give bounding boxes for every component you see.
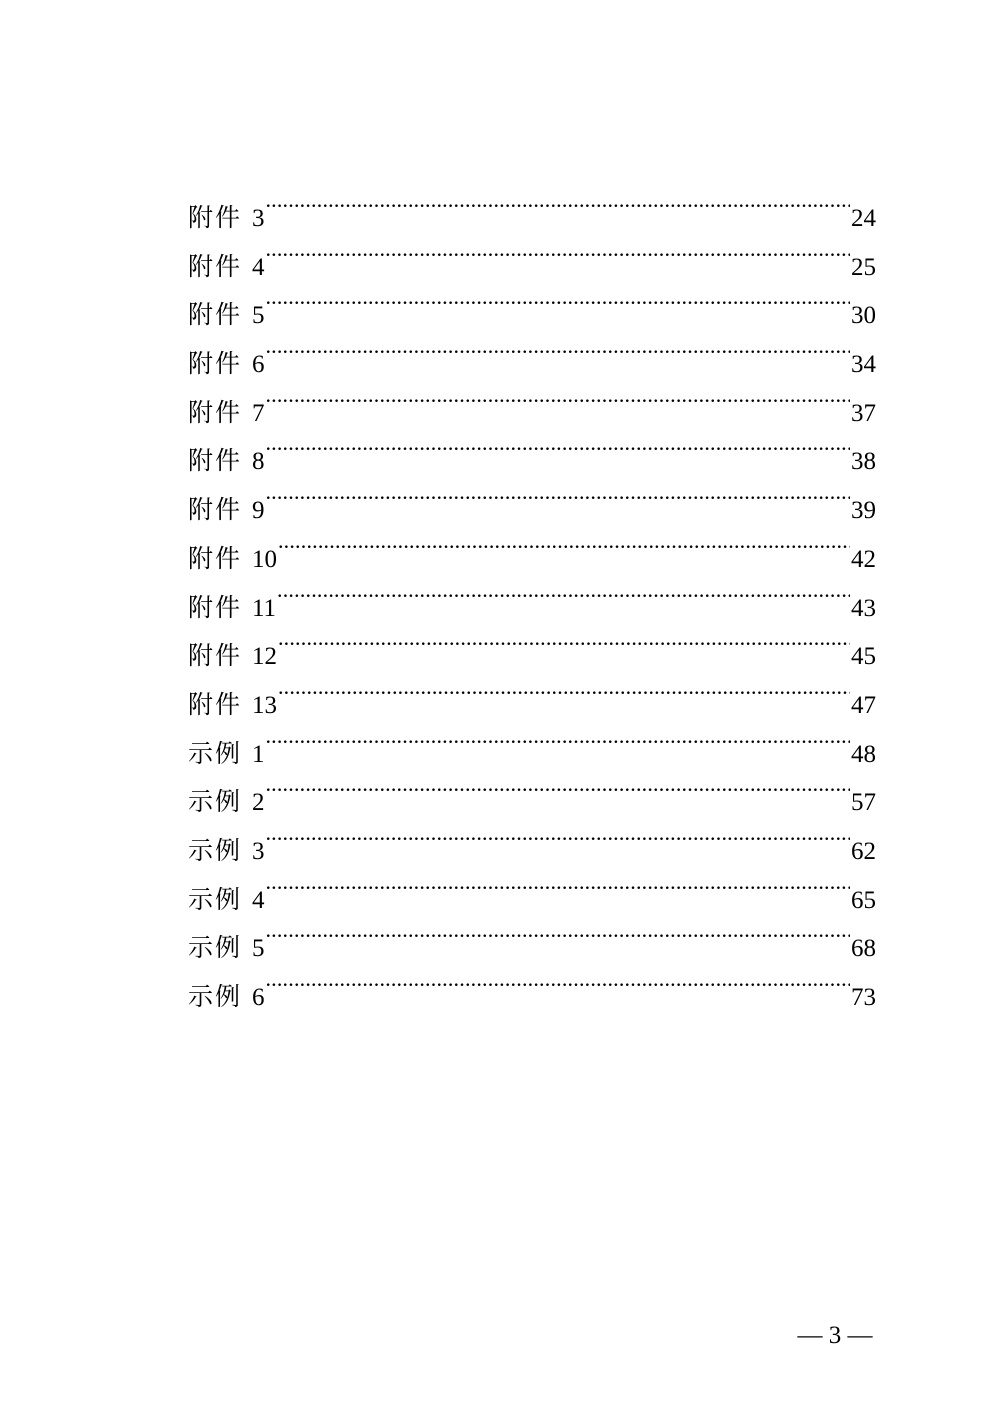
toc-entry-page: 57 — [851, 789, 876, 817]
toc-entry-page: 73 — [851, 984, 876, 1011]
toc-entry-title: 附件 8 — [188, 446, 265, 476]
toc-dot-leader — [265, 722, 850, 762]
toc-entry-title: 附件 12 — [188, 641, 277, 671]
toc-dot-leader — [265, 381, 850, 421]
toc-entry-title: 示例 2 — [188, 787, 265, 817]
toc-entry-page: 37 — [851, 399, 876, 427]
toc-dot-leader — [265, 770, 850, 810]
toc-entry[interactable] — [188, 868, 876, 917]
toc-entry-page: 48 — [851, 740, 876, 768]
toc-entry-page: 42 — [851, 545, 876, 573]
toc-dot-leader — [265, 235, 850, 275]
toc-entry-page: 30 — [851, 302, 876, 330]
toc-entry-page: 39 — [851, 497, 876, 525]
toc-dot-leader — [265, 868, 850, 908]
toc-entry[interactable] — [188, 965, 876, 1014]
toc-entry-title: 附件 9 — [188, 495, 265, 525]
toc-dot-leader — [265, 429, 850, 469]
toc-entry[interactable] — [188, 478, 876, 527]
toc-dot-leader — [265, 478, 850, 518]
toc-entry-page: 47 — [851, 691, 876, 719]
toc-entry[interactable] — [188, 673, 876, 722]
toc-entry[interactable] — [188, 332, 876, 381]
toc-entry-page: 45 — [851, 643, 876, 671]
toc-dot-leader — [277, 576, 850, 616]
toc-entry-title: 附件 10 — [188, 543, 277, 573]
toc-entry[interactable] — [188, 819, 876, 868]
toc-entry-page: 34 — [851, 351, 876, 379]
toc-entry[interactable] — [188, 527, 876, 576]
toc-entry[interactable] — [188, 770, 876, 819]
toc-entry-page: 25 — [851, 253, 876, 281]
toc-dot-leader — [265, 186, 850, 226]
toc-entry-page: 68 — [851, 935, 876, 963]
toc-entry[interactable] — [188, 916, 876, 965]
toc-entry[interactable] — [188, 722, 876, 771]
toc-entry-page: 65 — [851, 886, 876, 914]
toc-dot-leader — [278, 527, 850, 567]
toc-entry-title: 示例 4 — [188, 884, 265, 914]
toc-dot-leader — [265, 283, 850, 323]
table-of-contents — [188, 186, 876, 1014]
toc-entry-page: 43 — [851, 594, 876, 622]
toc-entry[interactable] — [188, 429, 876, 478]
toc-entry-title: 附件 4 — [188, 251, 265, 281]
page-number: — 3 — — [797, 1322, 873, 1349]
toc-entry-title: 示例 6 — [188, 982, 265, 1011]
toc-entry-page: 24 — [851, 205, 876, 232]
toc-entry-page: 38 — [851, 448, 876, 476]
toc-entry[interactable] — [188, 283, 876, 332]
toc-entry-title: 附件 3 — [188, 203, 265, 232]
toc-entry-page: 62 — [851, 837, 876, 865]
toc-entry-title: 示例 3 — [188, 835, 265, 865]
toc-dot-leader — [278, 624, 850, 664]
toc-entry-title: 附件 13 — [188, 689, 277, 719]
toc-dot-leader — [278, 673, 850, 713]
toc-entry[interactable] — [188, 576, 876, 625]
toc-entry-title: 示例 5 — [188, 933, 265, 963]
toc-entry[interactable] — [188, 381, 876, 430]
toc-entry-title: 附件 5 — [188, 300, 265, 330]
toc-entry[interactable] — [188, 624, 876, 673]
toc-entry[interactable] — [188, 186, 876, 235]
toc-dot-leader — [265, 916, 850, 956]
toc-entry-title: 附件 11 — [188, 592, 277, 622]
toc-entry-title: 附件 6 — [188, 349, 265, 379]
toc-dot-leader — [265, 965, 850, 1005]
toc-dot-leader — [265, 332, 850, 372]
toc-entry-title: 附件 7 — [188, 397, 265, 427]
toc-dot-leader — [265, 819, 850, 859]
toc-entry[interactable] — [188, 235, 876, 284]
toc-entry-title: 示例 1 — [188, 738, 265, 768]
